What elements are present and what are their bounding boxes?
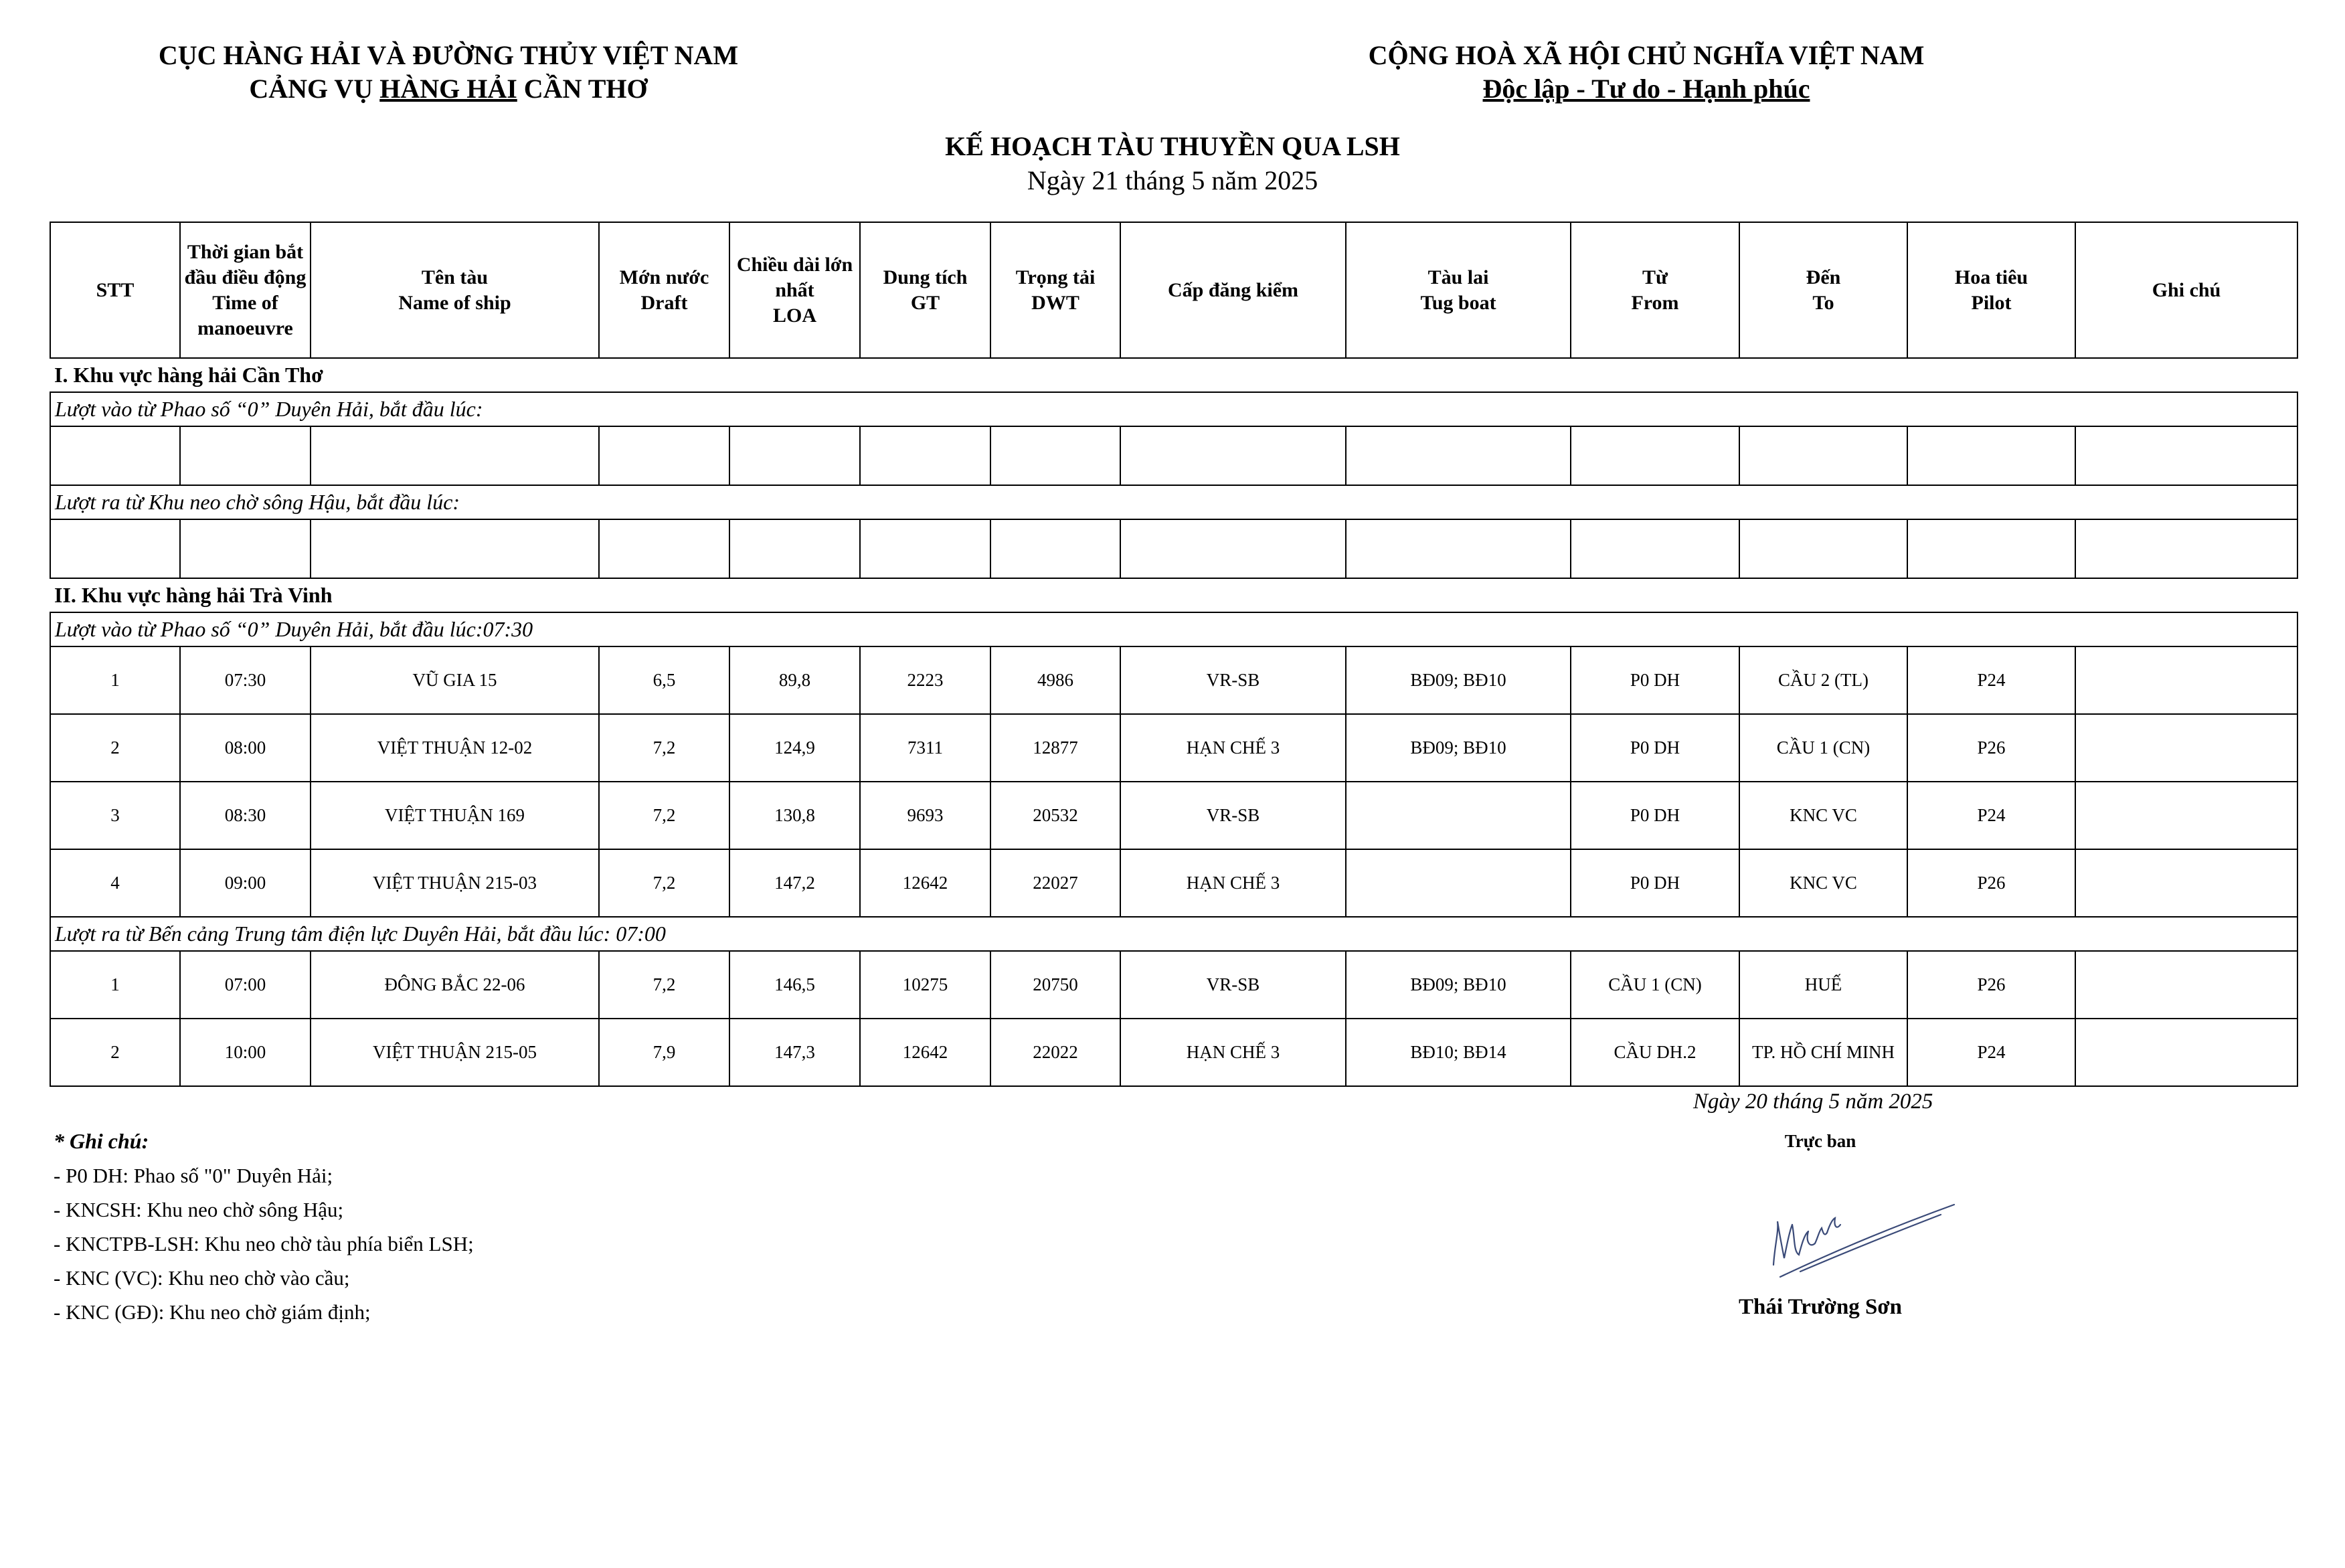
table-cell (2075, 714, 2297, 782)
note-item: - KNCSH: Khu neo chờ sông Hậu; (54, 1198, 344, 1221)
table-cell (50, 426, 180, 485)
column-header-vi: Hoa tiêu (1954, 266, 2028, 288)
column-header-vi: Chiều dài lớn nhất (736, 253, 853, 301)
column-header-vi: STT (96, 278, 135, 301)
table-cell: 147,3 (729, 1019, 860, 1086)
table-cell: CẦU 2 (TL) (1739, 646, 1907, 714)
table-cell: 20532 (990, 782, 1120, 849)
table-cell: TP. HỒ CHÍ MINH (1739, 1019, 1907, 1086)
table-cell: VIỆT THUẬN 215-05 (311, 1019, 599, 1086)
table-cell: BĐ09; BĐ10 (1346, 714, 1571, 782)
table-cell (50, 519, 180, 578)
table-cell: 12642 (860, 849, 990, 917)
column-header-vi: Mớn nước (619, 266, 709, 288)
column-header (2075, 222, 2297, 358)
table-cell (599, 519, 729, 578)
column-header (1346, 222, 1571, 358)
table-cell: 7,2 (599, 951, 729, 1019)
signoff-date: Ngày 20 tháng 5 năm 2025 (1693, 1090, 1933, 1114)
table-cell: VŨ GIA 15 (311, 646, 599, 714)
table-cell: 147,2 (729, 849, 860, 917)
column-header-vi: Dung tích (883, 266, 968, 288)
table-cell: 07:30 (180, 646, 311, 714)
column-header-en: Pilot (1971, 291, 2012, 314)
column-header (1120, 222, 1346, 358)
table-cell (729, 519, 860, 578)
column-header (1571, 222, 1739, 358)
table-cell: ĐÔNG BẮC 22-06 (311, 951, 599, 1019)
table-cell: 10275 (860, 951, 990, 1019)
national-header (1312, 39, 1981, 106)
table-cell: 2223 (860, 646, 990, 714)
table-cell (990, 519, 1120, 578)
table-cell: P0 DH (1571, 782, 1739, 849)
table-cell: 4986 (990, 646, 1120, 714)
table-cell: P24 (1907, 782, 2075, 849)
table-row (50, 951, 2297, 1019)
table-cell (1907, 519, 2075, 578)
table-cell (860, 519, 990, 578)
table-cell (990, 426, 1120, 485)
table-cell: VIỆT THUẬN 12-02 (311, 714, 599, 782)
table-cell (1571, 519, 1739, 578)
agency-header (114, 39, 783, 106)
port-authority-name: CẢNG VỤ HÀNG HẢI CẦN THƠ (249, 74, 648, 104)
column-header-en: From (1631, 291, 1679, 314)
table-cell (1346, 849, 1571, 917)
column-header-vi: Tàu lai (1427, 266, 1489, 288)
table-cell: 1 (50, 951, 180, 1019)
table-cell: 08:00 (180, 714, 311, 782)
table-cell (1346, 519, 1571, 578)
table-cell (2075, 646, 2297, 714)
table-cell: 7,2 (599, 782, 729, 849)
table-cell: P24 (1907, 1019, 2075, 1086)
table-cell (180, 519, 311, 578)
table-cell: HẠN CHẾ 3 (1120, 1019, 1346, 1086)
page-title: KẾ HOẠCH TÀU THUYỀN QUA LSH (945, 131, 1400, 161)
table-cell: 7311 (860, 714, 990, 782)
pass-label: Lượt ra từ Bến cảng Trung tâm điện lực Duyên Hải, bắt đầu lúc: 07:00 (50, 917, 2297, 951)
table-row (50, 714, 2297, 782)
pass-label: Lượt ra từ Khu neo chờ sông Hậu, bắt đầu lúc: (50, 485, 2297, 519)
agency-name: CỤC HÀNG HẢI VÀ ĐƯỜNG THỦY VIỆT NAM (158, 40, 739, 70)
table-cell (1120, 519, 1346, 578)
column-header (50, 222, 180, 358)
table-cell (1346, 782, 1571, 849)
table-cell: 4 (50, 849, 180, 917)
table-cell (1739, 426, 1907, 485)
column-header (729, 222, 860, 358)
table-cell: 12642 (860, 1019, 990, 1086)
signature-image (1760, 1191, 1961, 1292)
table-cell: CẦU DH.2 (1571, 1019, 1739, 1086)
table-cell: KNC VC (1739, 782, 1907, 849)
ship-plan-table (50, 222, 2298, 1087)
signoff-name: Thái Trường Sơn (1738, 1295, 1903, 1319)
table-cell (180, 426, 311, 485)
table-cell (2075, 849, 2297, 917)
column-header-en: Tug boat (1420, 291, 1496, 314)
column-header-en: Draft (640, 291, 688, 314)
column-header-vi: Từ (1642, 266, 1668, 288)
table-cell: 2 (50, 1019, 180, 1086)
section-title: II. Khu vực hàng hải Trà Vinh (50, 578, 2297, 612)
table-cell (311, 519, 599, 578)
column-header (860, 222, 990, 358)
section-title: I. Khu vực hàng hải Cần Thơ (50, 358, 2297, 392)
table-cell (2075, 782, 2297, 849)
table-cell (1907, 426, 2075, 485)
table-cell: 130,8 (729, 782, 860, 849)
column-header (180, 222, 311, 358)
table-cell: 89,8 (729, 646, 860, 714)
national-name: CỘNG HOÀ XÃ HỘI CHỦ NGHĨA VIỆT NAM (1368, 40, 1925, 70)
table-cell: 1 (50, 646, 180, 714)
table-cell (2075, 1019, 2297, 1086)
note-item: - P0 DH: Phao số "0" Duyên Hải; (54, 1164, 333, 1187)
column-header-en: Time of manoeuvre (197, 291, 293, 339)
column-header-vi: Ghi chú (2152, 278, 2221, 301)
table-cell (1346, 426, 1571, 485)
table-cell (1571, 426, 1739, 485)
table-cell: 22022 (990, 1019, 1120, 1086)
table-cell: 22027 (990, 849, 1120, 917)
table-cell (729, 426, 860, 485)
column-header-en: GT (910, 291, 940, 314)
table-cell: CẦU 1 (CN) (1739, 714, 1907, 782)
column-header (1739, 222, 1907, 358)
table-cell: 10:00 (180, 1019, 311, 1086)
table-cell: VR-SB (1120, 646, 1346, 714)
column-header (311, 222, 599, 358)
table-cell (599, 426, 729, 485)
table-cell: 7,2 (599, 714, 729, 782)
column-header (1907, 222, 2075, 358)
column-header-vi: Cấp đăng kiểm (1167, 278, 1299, 301)
table-cell: HẠN CHẾ 3 (1120, 714, 1346, 782)
table-cell: HẠN CHẾ 3 (1120, 849, 1346, 917)
table-cell: 6,5 (599, 646, 729, 714)
table-cell: 2 (50, 714, 180, 782)
table-cell: 9693 (860, 782, 990, 849)
table-cell (1739, 519, 1907, 578)
table-row (50, 1019, 2297, 1086)
table-cell: HUẾ (1739, 951, 1907, 1019)
notes (54, 1124, 474, 1329)
table-cell: 09:00 (180, 849, 311, 917)
notes-title: * Ghi chú: (54, 1129, 149, 1153)
table-cell: P26 (1907, 951, 2075, 1019)
table-cell: P24 (1907, 646, 2075, 714)
table-cell: P26 (1907, 714, 2075, 782)
note-item: - KNCTPB-LSH: Khu neo chờ tàu phía biển LSH; (54, 1232, 474, 1255)
national-motto: Độc lập - Tư do - Hạnh phúc (1482, 74, 1810, 104)
table-cell (860, 426, 990, 485)
table-cell: 124,9 (729, 714, 860, 782)
signoff-role: Trực ban (1784, 1131, 1856, 1151)
pass-label: Lượt vào từ Phao số “0” Duyên Hải, bắt đầu lúc: (50, 392, 2297, 426)
table-cell: BĐ10; BĐ14 (1346, 1019, 1571, 1086)
table-cell: 7,9 (599, 1019, 729, 1086)
table-header-row (50, 222, 2297, 358)
column-header-en: DWT (1031, 291, 1079, 314)
column-header-en: To (1812, 291, 1834, 314)
table-row (50, 849, 2297, 917)
plan-date: Ngày 21 tháng 5 năm 2025 (1027, 165, 1318, 195)
table-cell: 7,2 (599, 849, 729, 917)
column-header-en: LOA (772, 304, 816, 327)
table-cell: VIỆT THUẬN 169 (311, 782, 599, 849)
note-item: - KNC (VC): Khu neo chờ vào cầu; (54, 1266, 350, 1290)
column-header-vi: Trọng tải (1015, 266, 1096, 288)
table-cell: 07:00 (180, 951, 311, 1019)
table-cell: VR-SB (1120, 782, 1346, 849)
table-cell: P26 (1907, 849, 2075, 917)
column-header-en: Name of ship (398, 291, 511, 314)
table-cell: 3 (50, 782, 180, 849)
table-cell: P0 DH (1571, 646, 1739, 714)
pass-label: Lượt vào từ Phao số “0” Duyên Hải, bắt đầu lúc:07:30 (50, 612, 2297, 646)
table-cell (311, 426, 599, 485)
table-cell: 146,5 (729, 951, 860, 1019)
table-cell: 08:30 (180, 782, 311, 849)
table-cell (2075, 951, 2297, 1019)
table-cell: CẦU 1 (CN) (1571, 951, 1739, 1019)
column-header (990, 222, 1120, 358)
table-row (50, 646, 2297, 714)
table-cell: P0 DH (1571, 849, 1739, 917)
table-cell: BĐ09; BĐ10 (1346, 646, 1571, 714)
column-header-vi: Tên tàu (421, 266, 489, 288)
table-cell: BĐ09; BĐ10 (1346, 951, 1571, 1019)
table-cell (1120, 426, 1346, 485)
note-item: - KNC (GĐ): Khu neo chờ giám định; (54, 1300, 371, 1324)
table-cell: VR-SB (1120, 951, 1346, 1019)
table-cell (2075, 519, 2297, 578)
table-row (50, 782, 2297, 849)
column-header-vi: Thời gian bắt đầu điều động (184, 240, 307, 288)
table-cell (2075, 426, 2297, 485)
column-header-vi: Đến (1806, 266, 1841, 288)
table-cell: 20750 (990, 951, 1120, 1019)
empty-row (50, 519, 2297, 578)
table-cell: 12877 (990, 714, 1120, 782)
empty-row (50, 426, 2297, 485)
table-cell: KNC VC (1739, 849, 1907, 917)
table-cell: P0 DH (1571, 714, 1739, 782)
column-header (599, 222, 729, 358)
table-cell: VIỆT THUẬN 215-03 (311, 849, 599, 917)
